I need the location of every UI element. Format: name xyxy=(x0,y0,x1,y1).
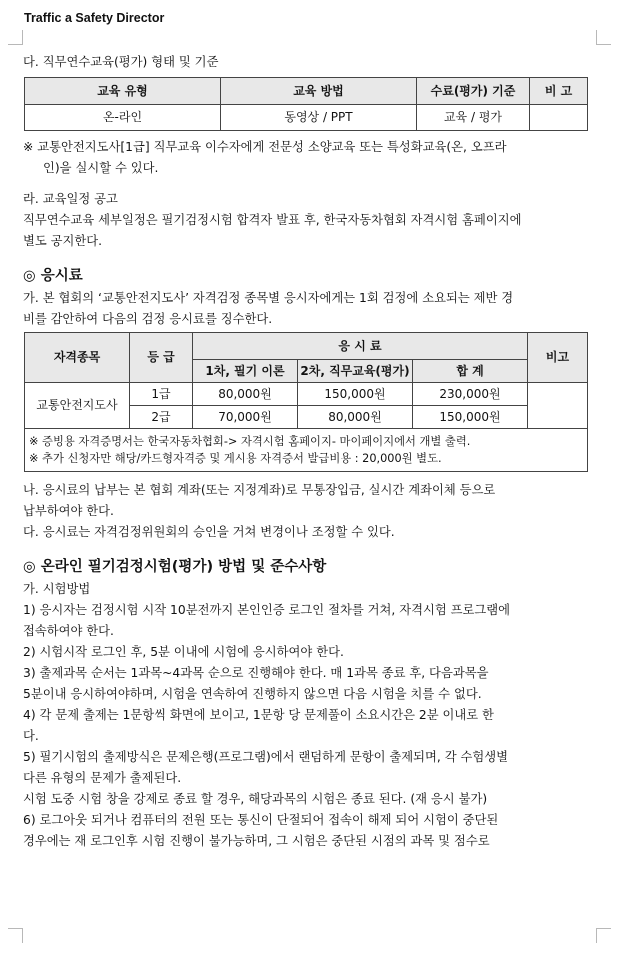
crop-mark-top-left xyxy=(8,30,23,45)
table-cell: 80,000원 xyxy=(193,383,298,406)
table-header: 교육 방법 xyxy=(221,78,417,105)
table-cell xyxy=(530,105,588,131)
table-header: 응 시 료 xyxy=(193,333,528,360)
table-cell: 80,000원 xyxy=(298,406,413,429)
document-body xyxy=(23,52,589,852)
paragraph-line: 별도 공지한다. xyxy=(23,234,103,248)
paragraph-line: 다. 응시료는 자격검정위원회의 승인을 거쳐 변경이나 조정할 수 있다. xyxy=(23,525,395,539)
paragraph-line: 1) 응시자는 검정시험 시작 10분전까지 본인인증 로그인 절차를 거쳐, 자격시험 프로그램에 xyxy=(23,603,511,617)
table-header: 비 고 xyxy=(530,78,588,105)
paragraph-line: 5분이내 응시하여야하며, 시험을 연속하여 진행하지 않으면 다음 시험을 치를 수 없다. xyxy=(23,687,482,701)
table-note xyxy=(25,429,588,472)
section-da-heading: 다. 직무연수교육(평가) 형태 및 기준 xyxy=(23,55,219,69)
paragraph-line: 나. 응시료의 납부는 본 협회 계좌(또는 지정계좌)로 무통장입금, 실시간 계좌이체 등으로 xyxy=(23,483,496,497)
paragraph-line: 2) 시험시작 로그인 후, 5분 이내에 시험에 응시하여야 한다. xyxy=(23,645,344,659)
table-cell: 70,000원 xyxy=(193,406,298,429)
crop-mark-bottom-right xyxy=(596,928,611,943)
online-section-title: ◎ 온라인 필기검정시험(평가) 방법 및 준수사항 xyxy=(23,559,327,575)
table-cell: 동영상 / PPT xyxy=(221,105,417,131)
table-header: 2차, 직무교육(평가) xyxy=(298,360,413,383)
table-cell: 230,000원 xyxy=(413,383,528,406)
table-note-line: ※ 증빙용 자격증명서는 한국자동차협회-> 자격시험 홈페이지- 마이페이지에서 개별 출력. xyxy=(29,435,471,448)
paragraph-line: 5) 필기시험의 출제방식은 문제은행(프로그램)에서 랜덤하게 문항이 출제되며, 각 수험생별 xyxy=(23,750,509,764)
paragraph-line: 비를 감안하여 다음의 검정 응시료를 징수한다. xyxy=(23,312,273,326)
online-subheading: 가. 시험방법 xyxy=(23,582,91,596)
table-cell: 교육 / 평가 xyxy=(417,105,530,131)
table-header: 비고 xyxy=(528,333,588,383)
table-header: 자격종목 xyxy=(25,333,130,383)
paragraph-line: 다. xyxy=(23,729,39,743)
paragraph-line: 가. 본 협회의 ‘교통안전지도사’ 자격검정 종목별 응시자에게는 1회 검정에 소요되는 제반 경 xyxy=(23,291,514,305)
table-cell: 온-라인 xyxy=(25,105,221,131)
section-ra-heading: 라. 교육일정 공고 xyxy=(23,192,118,206)
table-header: 수료(평가) 기준 xyxy=(417,78,530,105)
table-header: 1차, 필기 이론 xyxy=(193,360,298,383)
paragraph-line: 직무연수교육 세부일정은 필기검정시험 합격자 발표 후, 한국자동차협회 자격시험 홈페이지에 xyxy=(23,213,522,227)
table-header: 합 계 xyxy=(413,360,528,383)
table-header: 교육 유형 xyxy=(25,78,221,105)
fee-section-title: ◎ 응시료 xyxy=(23,268,83,284)
paragraph-line: 시험 도중 시험 창을 강제로 종료 할 경우, 해당과목의 시험은 종료 된다. (재 응시 불가) xyxy=(23,792,488,806)
education-table xyxy=(24,77,588,131)
fee-table xyxy=(24,332,588,472)
note-line: ※ 교통안전지도사[1급] 직무교육 이수자에게 전문성 소양교육 또는 특성화교육(온, 오프라 xyxy=(23,140,507,154)
table-cell: 1급 xyxy=(130,383,193,406)
paragraph-line: 3) 출제과목 순서는 1과목~4과목 순으로 진행해야 한다. 매 1과목 종료 후, 다음과목을 xyxy=(23,666,489,680)
table-cell-item: 교통안전지도사 xyxy=(25,383,130,429)
paragraph-line: 납부하여야 한다. xyxy=(23,504,114,518)
table-note-line: ※ 추가 신청자만 해당/카드형자격증 및 게시용 자격증서 발급비용 : 20,000원 별도. xyxy=(29,452,442,465)
table-cell: 150,000원 xyxy=(298,383,413,406)
crop-mark-top-right xyxy=(596,30,611,45)
table-header: 등 급 xyxy=(130,333,193,383)
table-cell-note xyxy=(528,383,588,429)
table-cell: 150,000원 xyxy=(413,406,528,429)
note-line: 인)을 실시할 수 있다. xyxy=(43,161,159,175)
paragraph-line: 접속하여야 한다. xyxy=(23,624,114,638)
paragraph-line: 4) 각 문제 출제는 1문항씩 화면에 보이고, 1문항 당 문제풀이 소요시간은 2분 이내로 한 xyxy=(23,708,494,722)
paragraph-line: 다른 유형의 문제가 출제된다. xyxy=(23,771,182,785)
page-header: Traffic a Safety Director xyxy=(24,11,165,25)
paragraph-line: 경우에는 재 로그인후 시험 진행이 불가능하며, 그 시험은 중단된 시점의 과목 및 점수로 xyxy=(23,834,490,848)
crop-mark-bottom-left xyxy=(8,928,23,943)
table-cell: 2급 xyxy=(130,406,193,429)
paragraph-line: 6) 로그아웃 되거나 컴퓨터의 전원 또는 통신이 단절되어 접속이 해제 되어 시험이 중단된 xyxy=(23,813,499,827)
